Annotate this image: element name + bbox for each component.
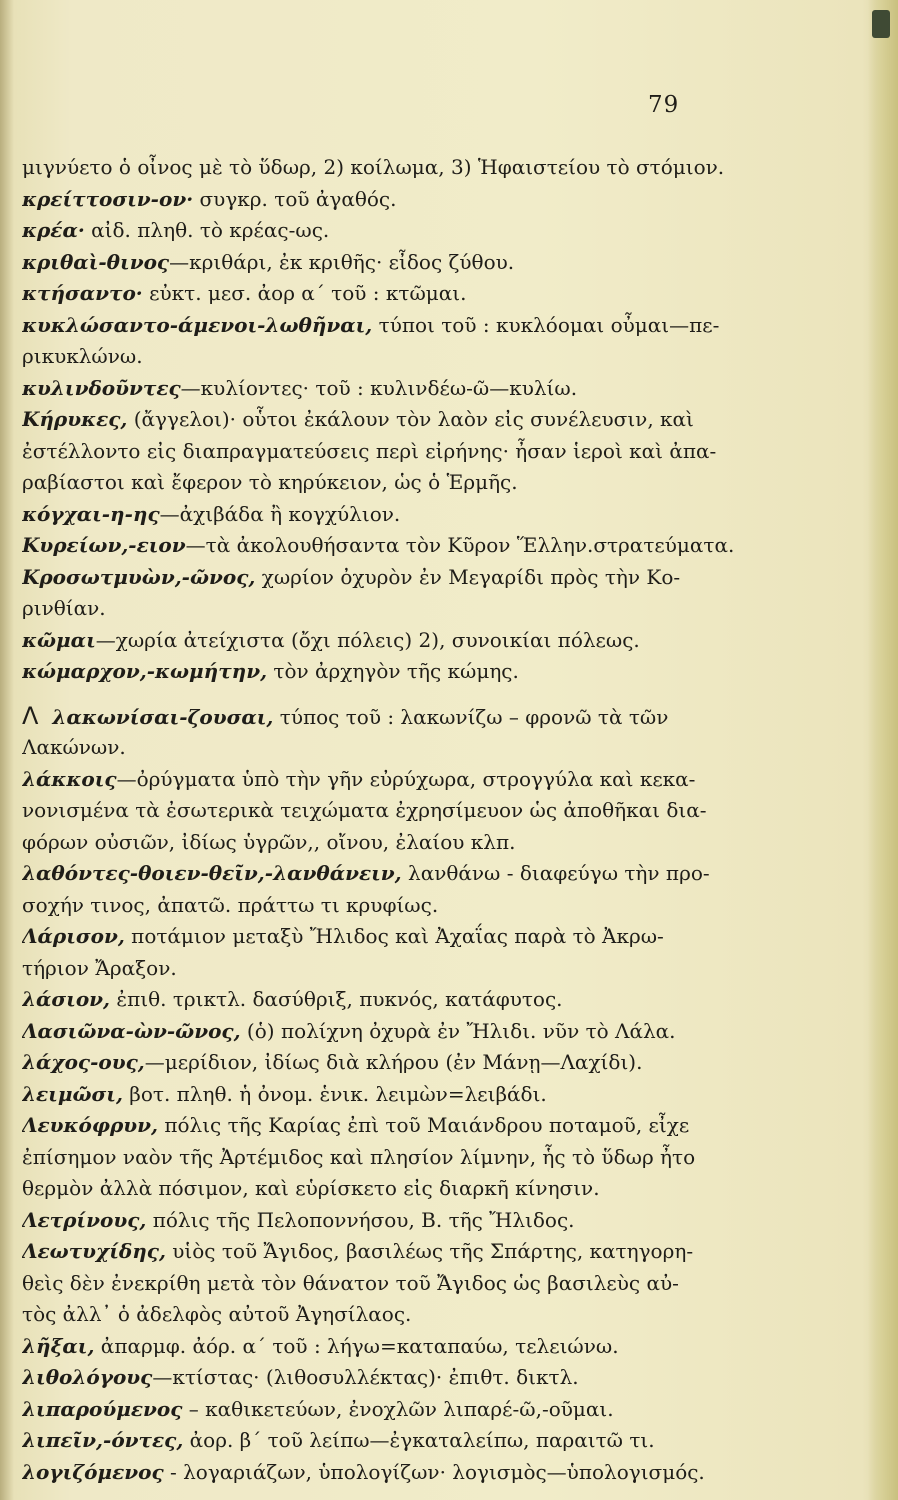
text-line (22, 1205, 767, 1237)
definition-text: τύπος τοῦ : λακωνίζω – φρονῶ τὰ τῶν (273, 704, 669, 729)
text-line (22, 530, 767, 562)
text-line (22, 593, 767, 625)
headword: κρέα· (22, 218, 85, 242)
headword: λάχος-ους, (22, 1050, 145, 1074)
headword: κυκλώσαντο-άμενοι-λωθῆναι, (22, 312, 373, 337)
headword: κρείττοσιν-ον· (22, 186, 194, 211)
headword: κώμαρχον,-κωμήτην, (22, 659, 268, 683)
glossary-text (22, 152, 767, 1488)
section-letter: Λ (22, 701, 39, 730)
headword: κῶμαι (22, 627, 96, 652)
definition-text: Λακώνων. (22, 735, 126, 759)
headword: Λευκόφρυν, (22, 1113, 158, 1137)
headword: λιθολόγους (22, 1365, 153, 1389)
text-line (22, 215, 767, 247)
section-gap (22, 688, 767, 701)
definition-text: εὐκτ. μεσ. ἀορ α΄ τοῦ : κτῶμαι. (142, 281, 467, 305)
text-line (22, 625, 767, 657)
definition-text: βοτ. πληθ. ἡ ὀνομ. ἑνικ. λειμὼν=λειβάδι. (122, 1081, 547, 1106)
text-line (22, 1110, 767, 1142)
text-line (22, 953, 767, 985)
text-line (22, 310, 767, 342)
text-line (22, 1142, 767, 1174)
text-line (22, 1236, 767, 1268)
text-line (22, 436, 767, 468)
text-line (22, 984, 767, 1016)
headword: λάκκοις (22, 766, 117, 791)
text-line (22, 1425, 767, 1457)
definition-text: (ὁ) πολίχνη ὀχυρὰ ἐν Ἤλιδι. νῦν τὸ Λάλα. (240, 1018, 676, 1043)
page-number: 79 (648, 92, 680, 118)
definition-text: —τὰ ἀκολουθήσαντα τὸν Κῦρον Ἕλλην.στρατεύματα. (185, 533, 735, 557)
definition-text: υἱὸς τοῦ Ἄγιδος, βασιλέως τῆς Σπάρτης, κατηγορη- (165, 1239, 694, 1263)
definition-text: πόλις τῆς Πελοποννήσου, Β. τῆς Ἤλιδος. (146, 1207, 575, 1232)
text-line (22, 499, 767, 531)
text-line (22, 732, 767, 764)
text-line (22, 764, 767, 796)
headword: Κροσωτμυὼν,-ῶνος, (22, 564, 256, 589)
definition-text: —χωρία ἀτείχιστα (ὄχι πόλεις) 2), συνοικίαι πόλεως. (95, 627, 640, 652)
definition-text: —κτίστας· (λιθοσυλλέκτας)· ἐπιθτ. δικτλ. (152, 1365, 579, 1389)
text-line (22, 795, 767, 827)
definition-text: νονισμένα τὰ ἐσωτερικὰ τειχώματα ἐχρησίμευον ὡς ἀποθῆκαι δια- (22, 798, 707, 822)
headword: Λετρίνους, (22, 1207, 147, 1232)
definition-text: συγκρ. τοῦ ἀγαθός. (193, 186, 397, 211)
headword: κυλινδοῦντες (22, 375, 181, 400)
definition-text: λανθάνω - διαφεύγω τὴν προ- (401, 861, 710, 885)
text-line (22, 184, 767, 216)
definition-text: αἰδ. πληθ. τὸ κρέας-ως. (84, 218, 330, 242)
text-line (22, 1047, 767, 1079)
binding-shadow (0, 0, 14, 1500)
text-line (22, 1016, 767, 1048)
definition-text: ρικυκλώνω. (22, 344, 143, 368)
headword: λιπεῖν,-όντες, (22, 1428, 184, 1452)
text-line (22, 656, 767, 688)
headword: λῆξαι, (22, 1333, 95, 1358)
headword: Κυρείων,-ειον (22, 533, 186, 557)
definition-text: τὸν ἀρχηγὸν τῆς κώμης. (267, 659, 519, 683)
definition-text: ποτάμιον μεταξὺ Ἤλιδος καὶ Ἀχαΐας παρὰ τὸ Ἀκρω- (124, 924, 664, 948)
definition-text: τήριον Ἄραξον. (22, 955, 177, 980)
text-line (22, 1457, 767, 1489)
bookmark-tab (872, 10, 890, 38)
text-line (22, 1362, 767, 1394)
definition-text: τὸς ἀλλ᾽ ὁ ἀδελφὸς αὐτοῦ Ἀγησίλαος. (22, 1302, 412, 1326)
definition-text: —ἀχιβάδα ἢ κογχύλιον. (159, 501, 401, 526)
definition-text: (ἄγγελοι)· οὗτοι ἐκάλουν τὸν λαὸν εἰς συνέλευσιν, καὶ (127, 407, 694, 431)
text-line (22, 858, 767, 890)
definition-text: —ὀρύγματα ὑπὸ τὴν γῆν εὐρύχωρα, στρογγύλα καὶ κεκα- (116, 766, 696, 791)
headword: κριθαὶ-θινος (22, 249, 170, 274)
definition-text: —κριθάρι, ἐκ κριθῆς· εἶδος ζύθου. (169, 249, 515, 274)
text-line (22, 247, 767, 279)
headword: κτήσαντο· (22, 281, 143, 305)
definition-text: —κυλίοντες· τοῦ : κυλινδέω-ῶ—κυλίω. (180, 375, 578, 400)
headword: κόγχαι-η-ης (22, 501, 160, 526)
definition-text: - λογαριάζων, ὑπολογίζων· λογισμὸς—ὑπολογισμός. (163, 1459, 705, 1484)
definition-text: θεὶς δὲν ἐνεκρίθη μετὰ τὸν θάνατον τοῦ Ἄγιδος ὡς βασιλεὺς αὐ- (22, 1270, 679, 1295)
text-line (22, 467, 767, 499)
definition-text: τύποι τοῦ : κυκλόομαι οὖμαι—πε- (372, 312, 720, 337)
definition-text: σοχήν τινος, ἀπατῶ. πράττω τι κρυφίως. (22, 892, 439, 917)
text-line (22, 1173, 767, 1205)
definition-text: πόλις τῆς Καρίας ἐπὶ τοῦ Μαιάνδρου ποταμοῦ, εἶχε (158, 1113, 690, 1137)
text-line (22, 152, 767, 184)
text-line (22, 404, 767, 436)
headword: Κήρυκες, (22, 407, 128, 431)
headword: λιπαρούμενος (22, 1396, 183, 1421)
text-line (22, 1299, 767, 1331)
definition-text: μιγνύετο ὁ οἶνος μὲ τὸ ὕδωρ, 2) κοίλωμα, 3) Ἡφαιστείου τὸ στόμιον. (22, 155, 725, 179)
text-line (22, 1331, 767, 1363)
text-line (22, 890, 767, 922)
headword: λειμῶσι, (22, 1081, 123, 1106)
text-line (22, 1394, 767, 1426)
text-line (22, 341, 767, 373)
definition-text: ρινθίαν. (22, 596, 106, 620)
headword: Λάρισον, (22, 924, 125, 948)
text-line (22, 1268, 767, 1300)
definition-text: χωρίον ὀχυρὸν ἐν Μεγαρίδι πρὸς τὴν Κο- (255, 564, 681, 589)
definition-text: ἐπίσημον ναὸν τῆς Ἀρτέμιδος καὶ πλησίον λίμνην, ἧς τὸ ὕδωρ ἦτο (22, 1144, 696, 1169)
page-edge (868, 0, 898, 1500)
text-line (22, 701, 767, 733)
headword: λογιζόμενος (22, 1459, 164, 1484)
definition-text: ἀορ. β΄ τοῦ λείπω—ἐγκαταλείπω, παραιτῶ τι. (183, 1428, 655, 1452)
definition-text: ἐστέλλοντο εἰς διαπραγματεύσεις περὶ εἰρήνης· ἦσαν ἱεροὶ καὶ ἀπα- (22, 438, 717, 463)
definition-text: θερμὸν ἀλλὰ πόσιμον, καὶ εὑρίσκετο εἰς διαρκῆ κίνησιν. (22, 1176, 600, 1200)
definition-text: —μερίδιον, ἰδίως διὰ κλήρου (ἐν Μάνῃ—Λαχίδι). (144, 1050, 643, 1074)
definition-text: ἀπαρμφ. ἀόρ. α΄ τοῦ : λήγω=καταπαύω, τελειώνω. (94, 1333, 619, 1358)
definition-text: ραβίαστοι καὶ ἔφερον τὸ κηρύκειον, ὡς ὁ Ἑρμῆς. (22, 470, 518, 494)
headword: λακωνίσαι-ζουσαι, (52, 704, 274, 729)
headword: λαθόντες-θοιεν-θεῖν,-λανθάνειν, (22, 861, 402, 885)
headword: Λασιῶνα-ὼν-ῶνος, (22, 1018, 241, 1043)
definition-text: φόρων οὐσιῶν, ἰδίως ὑγρῶν,, οἴνου, ἐλαίου κλπ. (22, 829, 516, 854)
headword: Λεωτυχίδης, (22, 1239, 166, 1263)
text-line (22, 1079, 767, 1111)
text-line (22, 278, 767, 310)
definition-text: ἐπιθ. τρικτλ. δασύθριξ, πυκνός, κατάφυτος. (110, 987, 563, 1011)
text-line (22, 921, 767, 953)
definition-text: – καθικετεύων, ἐνοχλῶν λιπαρέ-ῶ,-οῦμαι. (182, 1396, 614, 1421)
text-line (22, 827, 767, 859)
text-line (22, 373, 767, 405)
text-line (22, 562, 767, 594)
headword: λάσιον, (22, 987, 111, 1011)
